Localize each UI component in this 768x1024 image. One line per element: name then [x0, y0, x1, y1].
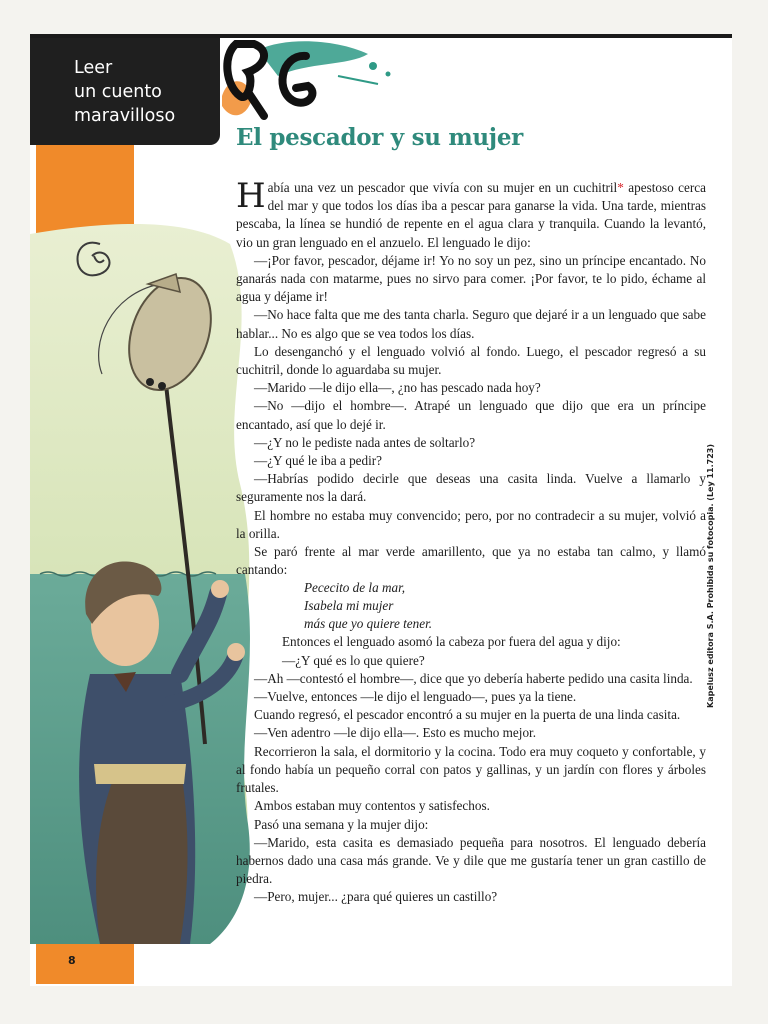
paragraph: —No —dijo el hombre—. Atrapé un lenguado que dijo que era un príncipe encantado, así que lo dejé ir. — [236, 398, 706, 432]
drop-cap: H — [236, 176, 266, 216]
section-label — [30, 38, 220, 145]
verse-line: Isabela mi mujer — [304, 598, 394, 614]
paragraph: Había una vez un pescador que vivía con su mujer en un cuchitril* apestoso cerca del mar y que todos los días iba a pescar para ganarse la vida. Una tarde, mientras pescaba, la línea se hundió de repente en el agua clara y tranquila. Cuando la levantó, vio un gran lenguado en el anzuelo. El lenguado le dijo: — [236, 176, 706, 250]
paragraph: —¿Y no le pediste nada antes de soltarlo? — [254, 434, 476, 450]
paragraph: Entonces el lenguado asomó la cabeza por fuera del agua y dijo: — [282, 634, 621, 650]
paragraph: —Pero, mujer... ¿para qué quieres un castillo? — [254, 889, 498, 905]
page-number: 8 — [68, 954, 76, 967]
paragraph: Ambos estaban muy contentos y satisfechos. — [254, 798, 490, 814]
copyright-note — [706, 444, 728, 708]
glossary-asterisk: * — [617, 180, 624, 195]
section-line-3: maravilloso — [74, 106, 176, 126]
paragraph: Pasó una semana y la mujer dijo: — [254, 816, 429, 832]
story-body — [236, 176, 706, 907]
paragraph: —¡Por favor, pescador, déjame ir! Yo no soy un pez, sino un príncipe encantado. No ganarás nada con matarme, pues no sirvo para comer. ¡Por favor, te lo pido, échame al agua y déjame ir! — [236, 252, 706, 305]
rg-logo — [218, 36, 418, 126]
paragraph: El hombre no estaba muy convencido; pero, por no contradecir a su mujer, volvió a la orilla. — [236, 507, 706, 541]
paragraph: —Vuelve, entonces —le dijo el lenguado—, pues ya la tiene. — [254, 689, 577, 705]
verse-line: Pececito de la mar, — [304, 580, 406, 596]
story-title: El pescador y su mujer — [236, 124, 523, 151]
paragraph: Lo desenganchó y el lenguado volvió al fondo. Luego, el pescador regresó a su cuchitril, donde lo aguardaba su mujer. — [236, 343, 706, 378]
book-page — [30, 34, 732, 986]
paragraph: —Marido, esta casita es demasiado pequeña para nosotros. El lenguado debería habernos dado una casa más grande. Ve y dile que me gustaría tener un gran castillo de piedra. — [236, 834, 706, 887]
verse-line: más que yo quiere tener. — [304, 616, 433, 632]
paragraph: —¿Y qué es lo que quiere? — [282, 652, 425, 668]
section-line-2: un cuento — [74, 82, 162, 102]
paragraph: —Marido —le dijo ella—, ¿no has pescado nada hoy? — [254, 380, 541, 396]
paragraph: —Habrías podido decirle que deseas una casita linda. Vuelve a llamarlo y seguramente nos la dará. — [236, 471, 706, 505]
fisherman-illustration — [30, 204, 270, 944]
paragraph: Recorrieron la sala, el dormitorio y la cocina. Todo era muy coqueto y confortable, y al fondo había un pequeño corral con patos y gallinas, y un jardín con flores y árboles frutales. — [236, 743, 706, 796]
section-line-1: Leer — [74, 58, 113, 78]
paragraph: —Ven adentro —le dijo ella—. Esto es mucho mejor. — [254, 725, 537, 741]
paragraph: —No hace falta que me des tanta charla. Seguro que dejaré ir a un lenguado que sabe hablar... No es algo que se vea todos los días. — [236, 307, 706, 341]
paragraph: —Ah —contestó el hombre—, dice que yo debería haberte pedido una casita linda. — [254, 670, 693, 686]
copyright-text: Kapelusz editora S.A. Prohibida su fotocopia. (Ley 11.723) — [706, 444, 715, 708]
paragraph: Se paró frente al mar verde amarillento, que ya no estaba tan calmo, y llamó cantando: — [236, 544, 706, 578]
paragraph: —¿Y qué le iba a pedir? — [254, 453, 383, 469]
paragraph: Cuando regresó, el pescador encontró a su mujer en la puerta de una linda casita. — [254, 707, 681, 723]
